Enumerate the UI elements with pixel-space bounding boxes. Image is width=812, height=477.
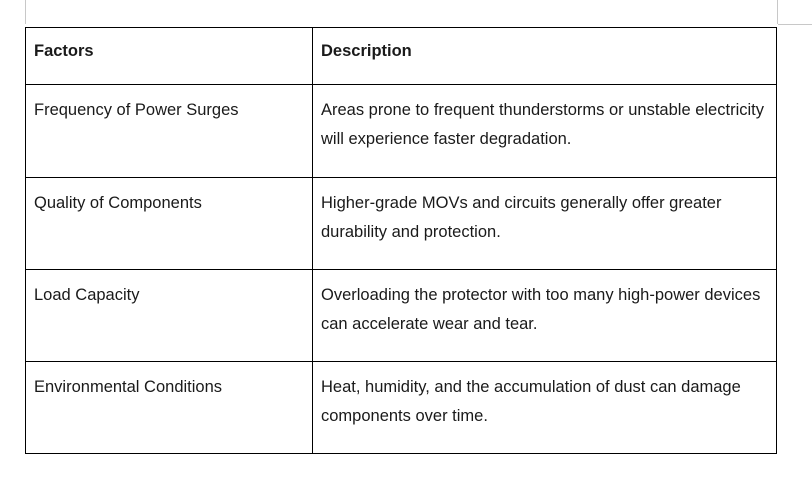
description-cell[interactable]: Heat, humidity, and the accumulation of dust can damage components over time. <box>313 362 777 454</box>
table-header-row <box>26 28 777 85</box>
table-row <box>26 270 777 362</box>
table-row <box>26 178 777 270</box>
table-row <box>26 362 777 454</box>
factors-table <box>25 27 777 454</box>
page-margin-guide-left <box>25 0 26 24</box>
description-cell[interactable]: Higher-grade MOVs and circuits generally offer greater durability and protection. <box>313 178 777 270</box>
description-cell[interactable]: Areas prone to frequent thunderstorms or unstable electricity will experience faster degradation. <box>313 85 777 178</box>
header-description[interactable]: Description <box>313 28 777 85</box>
page-margin-guide-right <box>777 0 778 24</box>
factor-cell[interactable]: Load Capacity <box>26 270 313 362</box>
page-margin-guide-top <box>778 24 812 25</box>
factor-cell[interactable]: Quality of Components <box>26 178 313 270</box>
factor-cell[interactable]: Environmental Conditions <box>26 362 313 454</box>
description-cell[interactable]: Overloading the protector with too many high-power devices can accelerate wear and tear. <box>313 270 777 362</box>
table-row <box>26 85 777 178</box>
header-factors[interactable]: Factors <box>26 28 313 85</box>
factor-cell[interactable]: Frequency of Power Surges <box>26 85 313 178</box>
